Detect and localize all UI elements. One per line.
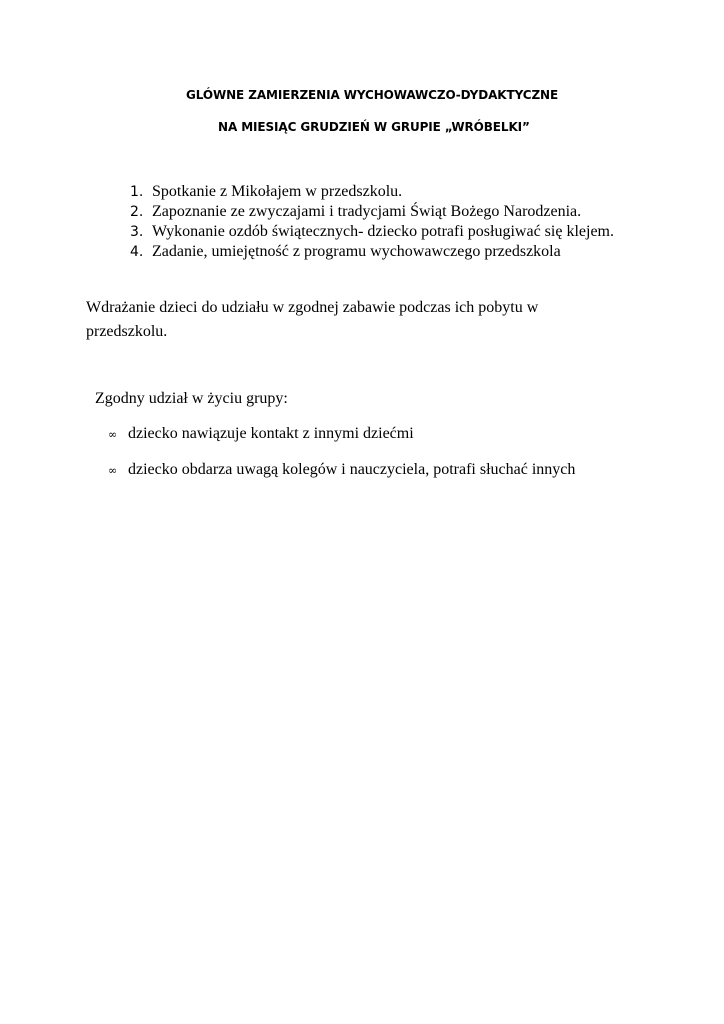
bullet-list-item xyxy=(108,424,668,444)
bullet-item-text: dziecko obdarza uwagą kolegów i nauczyciela, potrafi słuchać innych xyxy=(128,461,576,478)
list-item-text: Wykonanie ozdób świątecznych- dziecko potrafi posługiwać się klejem. xyxy=(152,223,614,240)
list-item-text: Zapoznanie ze zwyczajami i tradycjami Świąt Bożego Narodzenia. xyxy=(152,203,582,220)
body-paragraph: Wdrażanie dzieci do udziału w zgodnej zabawie podczas ich pobytu w przedszkolu. xyxy=(86,299,539,340)
bullet-list xyxy=(108,424,668,496)
document-title-line-1: GLÓWNE ZAMIERZENIA WYCHOWAWCZO-DYDAKTYCZNE xyxy=(186,88,559,102)
section-subheading: Zgodny udział w życiu grupy: xyxy=(95,390,288,407)
infinity-bullet-icon: ∞ xyxy=(108,428,118,441)
list-item-text: Zadanie, umiejętność z programu wychowawczego przedszkola xyxy=(152,243,561,260)
list-number: 4. xyxy=(130,244,144,260)
numbered-list-item xyxy=(130,242,630,262)
list-item-text: Spotkanie z Mikołajem w przedszkolu. xyxy=(152,183,403,200)
bullet-item-text: dziecko nawiązuje kontakt z innymi dziećmi xyxy=(128,425,414,442)
infinity-bullet-icon: ∞ xyxy=(108,464,118,477)
numbered-list-item xyxy=(130,222,630,242)
list-number: 2. xyxy=(130,204,144,220)
bullet-list-item xyxy=(108,460,668,480)
document-title-line-2: NA MIESIĄC GRUDZIEŃ W GRUPIE „WRÓBELKI” xyxy=(218,120,530,134)
numbered-list xyxy=(130,182,630,262)
list-number: 3. xyxy=(130,224,144,240)
numbered-list-item xyxy=(130,202,630,222)
numbered-list-item xyxy=(130,182,630,202)
list-number: 1. xyxy=(130,184,144,200)
